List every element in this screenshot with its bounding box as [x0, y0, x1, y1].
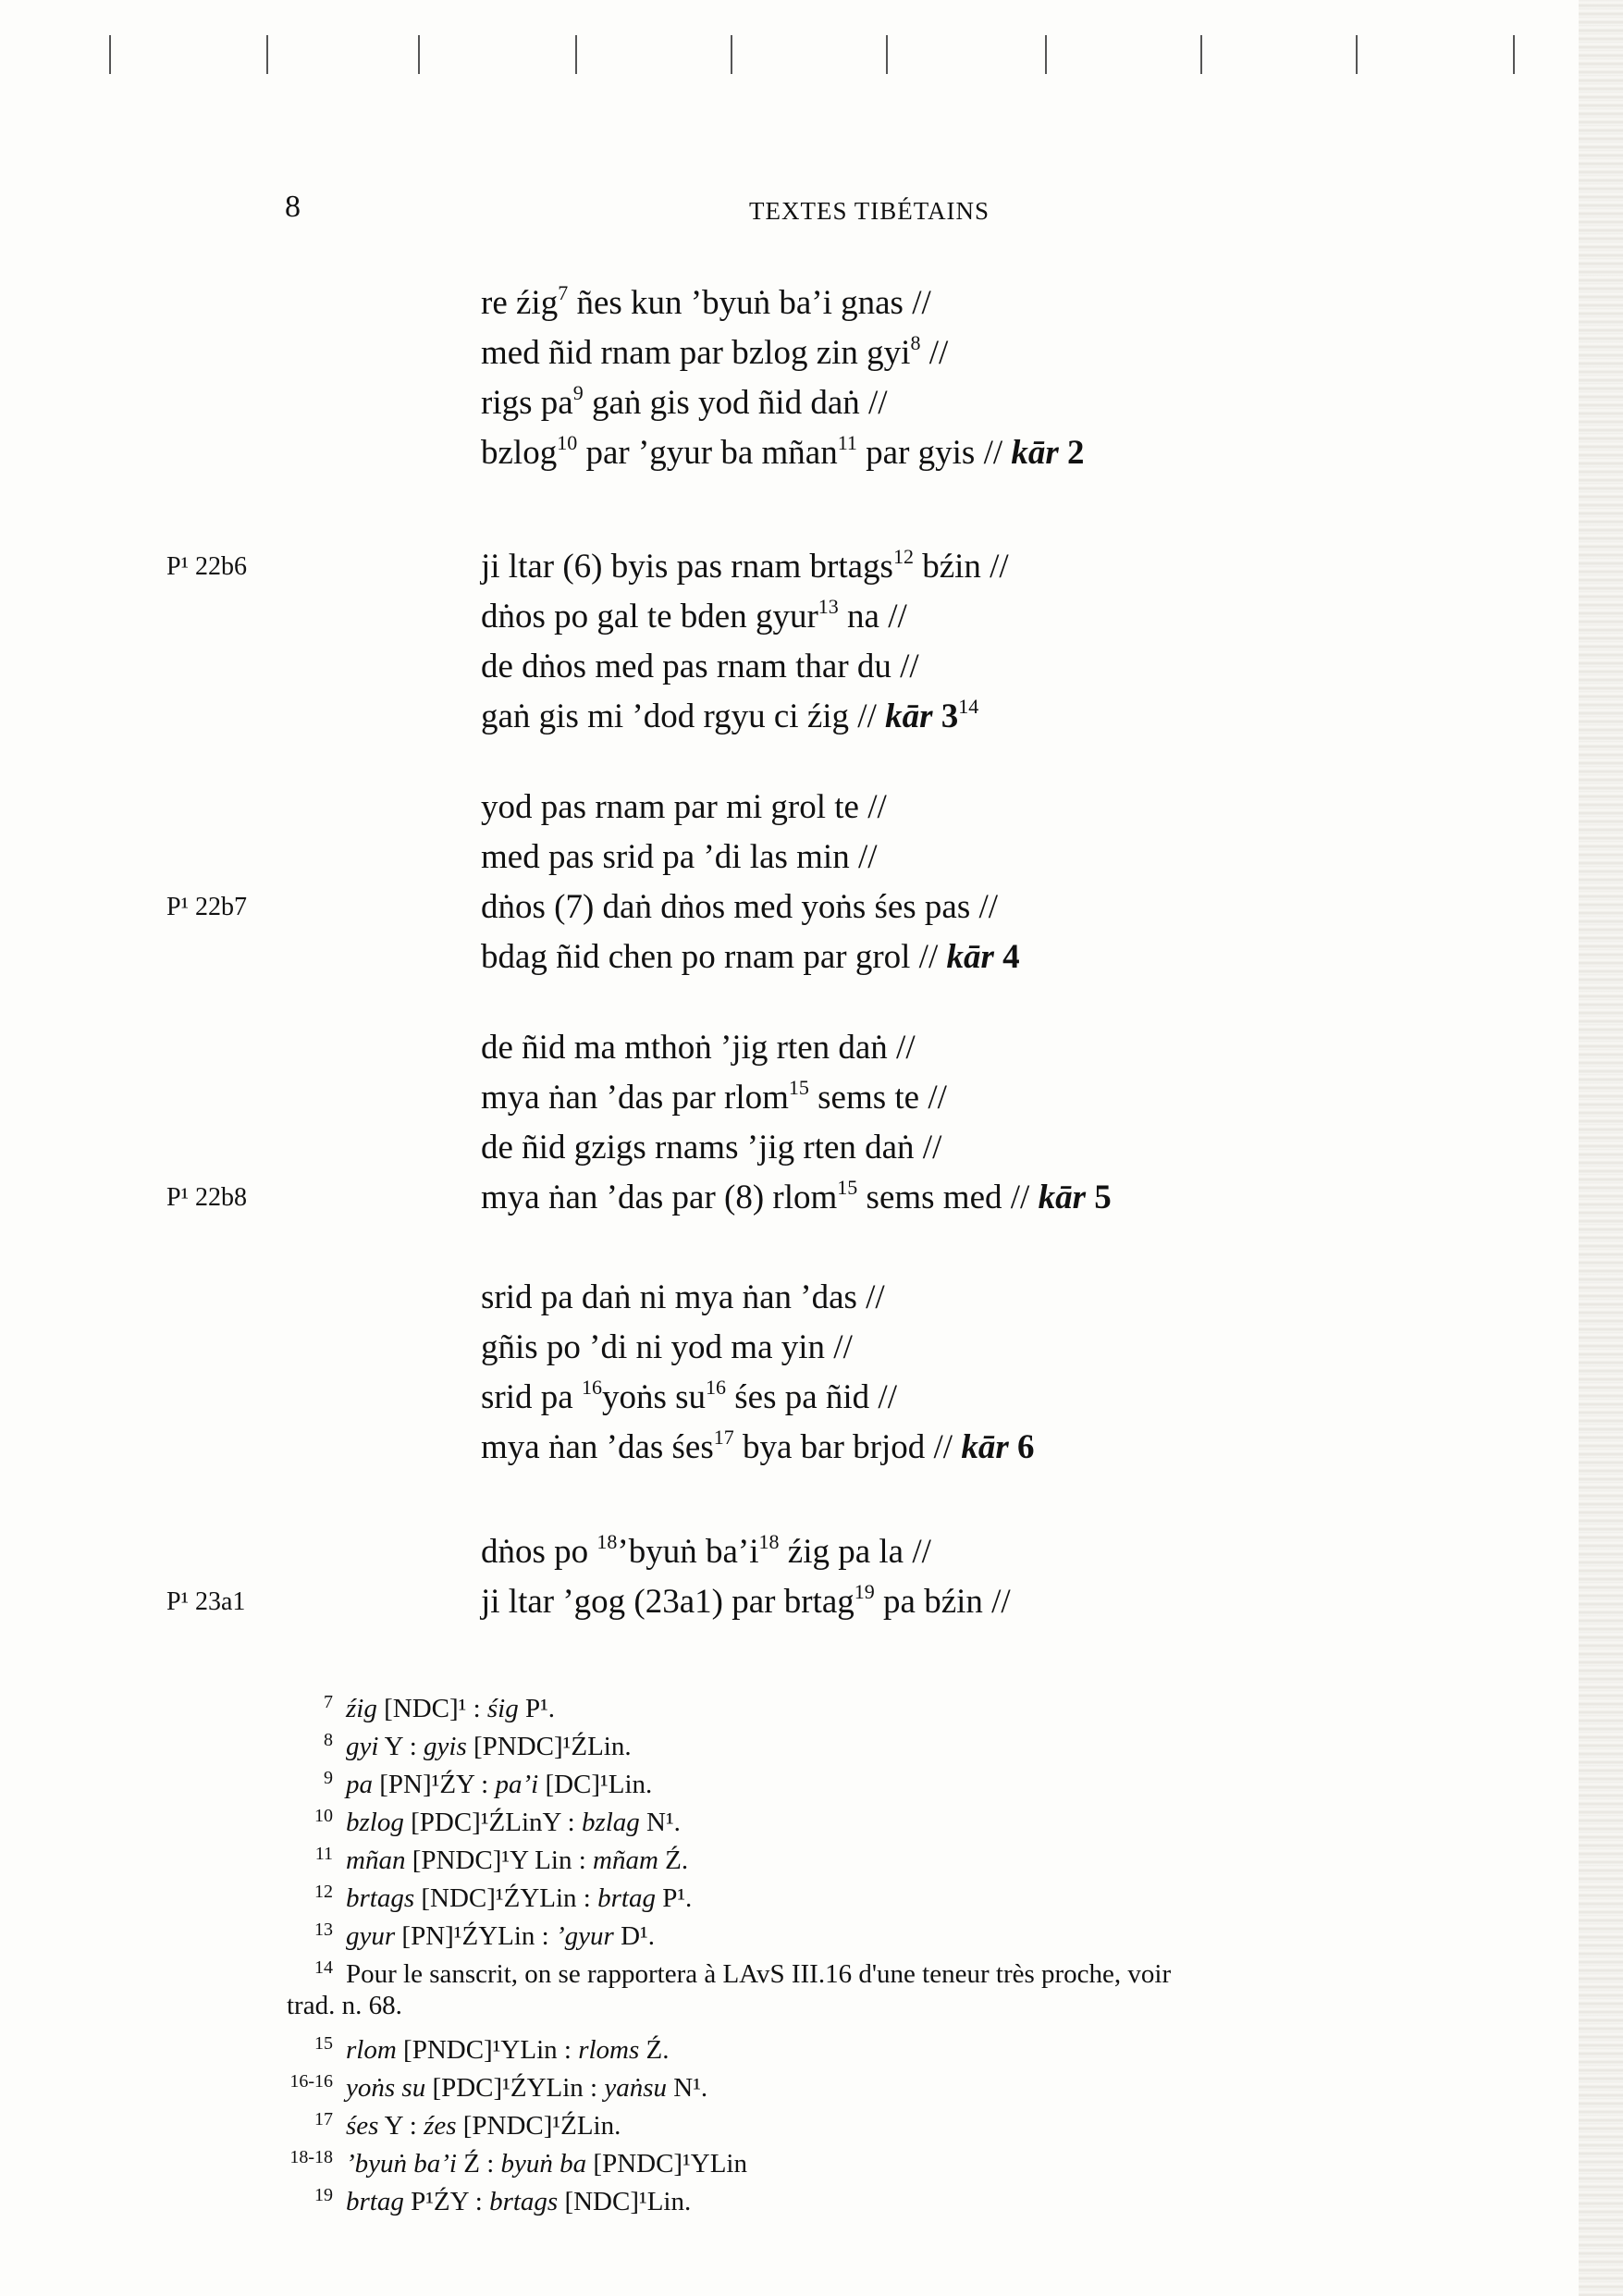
footnote-text: [PNDC]¹ŹLin. [466, 1732, 632, 1761]
folio-reference: P¹ 23a1 [166, 1587, 246, 1616]
footnote-number: 9 [324, 1768, 333, 1788]
verse-line [481, 1027, 916, 1069]
verse-line [481, 1127, 941, 1169]
verse-text-segment: źig pa la // [779, 1533, 931, 1571]
verse-text-segment: mya ṅan ’das par rlom [481, 1079, 789, 1117]
verse-line [481, 646, 919, 688]
footnote-marker: 14 [958, 695, 979, 718]
footnote-marker: 11 [837, 431, 857, 454]
footnote-text: [NDC]¹Lin. [558, 2187, 692, 2216]
verse-line [481, 432, 1085, 475]
footnote [287, 2177, 1489, 2214]
verse-text-segment: yoṅs su [601, 1378, 706, 1416]
verse-line [481, 886, 998, 929]
footnote-text: [DC]¹Lin. [538, 1770, 653, 1799]
footnote-text: [PNDC]¹Y Lin : [405, 1845, 594, 1875]
footnote [287, 2101, 1489, 2141]
footnote [287, 2139, 1489, 2179]
footnote-marker: 10 [557, 431, 578, 454]
verse-text-segment: srid pa [481, 1378, 582, 1416]
footnote-text: Ź. [639, 2035, 670, 2065]
footnote-number: 18-18 [289, 2147, 333, 2167]
footnote [287, 2063, 1489, 2103]
verse-line [481, 1426, 1034, 1469]
verse-text-segment: dṅos (7) daṅ dṅos med yoṅs śes pas // [481, 888, 999, 926]
verse-text-segment: sems med // [857, 1179, 1039, 1216]
footnote-text: Ź : [457, 2149, 501, 2179]
footnote-text: mñam [593, 1845, 658, 1875]
karika-label: kār [1011, 434, 1059, 472]
footnote [287, 1759, 1489, 1799]
verse-text-segment: ji ltar ’gog (23a1) par brtag [481, 1583, 855, 1621]
verse-line [481, 1531, 931, 1574]
footnote-text: Ź. [658, 1845, 689, 1875]
footnote-number: 13 [314, 1920, 333, 1940]
verse-text-segment: bźin // [913, 548, 1009, 586]
verse-line [481, 1077, 947, 1119]
footnote-marker: 18 [596, 1530, 618, 1553]
verse-text-segment: par ’gyur ba mñan [577, 434, 838, 472]
verse-text-segment: de dṅos med pas rnam thar du // [481, 648, 919, 685]
footnote-text: ’gyur [556, 1921, 614, 1951]
verse-text-segment: pa bźin // [874, 1583, 1011, 1621]
verse-text-segment: med ñid rnam par bzlog zin gyi [481, 334, 911, 372]
footnote-text: gyi [346, 1732, 379, 1761]
verse-text-segment: bzlog [481, 434, 558, 472]
crop-mark [575, 35, 577, 74]
footnote-text: bzlog [346, 1808, 404, 1837]
verse-line [481, 936, 1020, 979]
footnote-text: śig [486, 1694, 519, 1723]
footnote-marker: 16 [706, 1376, 726, 1399]
verse-line [481, 786, 887, 829]
crop-mark [731, 35, 732, 74]
crop-mark [266, 35, 268, 74]
footnote-number: 15 [314, 2033, 333, 2054]
crop-mark [109, 35, 111, 74]
footnote-text: [PDC]¹ŹYLin : [425, 2073, 605, 2103]
footnote-text: [PNDC]¹ŹLin. [456, 2111, 621, 2141]
footnote-text: bzlag [581, 1808, 640, 1837]
footnote-text: [NDC]¹ŹYLin : [414, 1883, 598, 1913]
verse-text-segment: ñes kun ’byuṅ ba’i gnas // [568, 284, 931, 322]
footnote-marker: 17 [713, 1426, 734, 1449]
footnote-text: rloms [578, 2035, 640, 2065]
verse-line [481, 696, 978, 738]
verse-line [481, 1327, 853, 1369]
footnote [287, 1911, 1489, 1951]
verse-text-segment: na // [838, 598, 907, 636]
footnote-text: [PNDC]¹YLin [586, 2149, 747, 2179]
footnote-text: yaṅsu [604, 2073, 668, 2103]
crop-mark [418, 35, 420, 74]
verse-text-segment: yod pas rnam par mi grol te // [481, 788, 887, 826]
footnote-text: brtags [489, 2187, 559, 2216]
footnote-text: gyur [346, 1921, 396, 1951]
verse-text-segment: de ñid ma mthoṅ ’jig rten daṅ // [481, 1029, 916, 1067]
karika-label: kār [1038, 1179, 1086, 1216]
footnote-text: Y : [378, 1732, 424, 1761]
footnote-text: [PN]¹ŹYLin : [395, 1921, 556, 1951]
crop-mark [1200, 35, 1202, 74]
karika-number: 5 [1085, 1179, 1112, 1216]
verse-text-segment: mya ṅan ’das par (8) rlom [481, 1179, 838, 1216]
crop-mark [1045, 35, 1047, 74]
folio-reference: P¹ 22b8 [166, 1183, 247, 1212]
karika-label: kār [885, 697, 933, 735]
footnote-text: P¹. [518, 1694, 556, 1723]
footnote-text: rlom [346, 2035, 397, 2065]
footnote-marker: 16 [581, 1376, 602, 1399]
footnote-text: [PN]¹ŹY : [373, 1770, 496, 1799]
karika-number: 4 [993, 938, 1020, 976]
footnote-number: 17 [314, 2109, 333, 2129]
footnote-text: źig [346, 1694, 377, 1723]
verse-text-segment: sems te // [808, 1079, 947, 1117]
footnote-number: 11 [314, 1844, 333, 1864]
verse-text-segment: bdag ñid chen po rnam par grol // [481, 938, 947, 976]
verse-line [481, 332, 948, 375]
footnote-text: gyis [424, 1732, 467, 1761]
verse-line [481, 596, 907, 638]
crop-mark [1513, 35, 1515, 74]
verse-text-segment: dṅos po gal te bden gyur [481, 598, 818, 636]
footnote-marker: 15 [788, 1076, 809, 1099]
footnote-text: źes [424, 2111, 457, 2141]
verse-text-segment: mya ṅan ’das śes [481, 1428, 714, 1466]
karika-label: kār [961, 1428, 1009, 1466]
footnote-marker: 19 [854, 1580, 875, 1603]
verse-text-segment: gñis po ’di ni yod ma yin // [481, 1328, 853, 1366]
verse-line [481, 1177, 1112, 1219]
footnote-text: śes [346, 2111, 379, 2141]
footnote-text: Y : [378, 2111, 424, 2141]
footnote [287, 1873, 1489, 1913]
verse-text-segment: // [920, 334, 949, 372]
footnote-text: mñan [346, 1845, 406, 1875]
footnote-number: 12 [314, 1882, 333, 1902]
verse-text-segment: med pas srid pa ’di las min // [481, 838, 878, 876]
footnote-text: pa [346, 1770, 373, 1799]
footnote [287, 1722, 1489, 1759]
crop-mark [1356, 35, 1358, 74]
scan-edge [1579, 0, 1623, 2296]
footnote-text: N¹. [667, 2073, 708, 2103]
verse-text-segment: ji ltar (6) byis pas rnam brtags [481, 548, 893, 586]
footnote-number: 8 [324, 1730, 333, 1750]
footnote-marker: 13 [818, 595, 839, 618]
footnote [287, 1949, 1489, 1989]
footnote-marker: 18 [758, 1530, 780, 1553]
footnote [287, 1684, 1489, 1721]
footnote-text: D¹. [613, 1921, 655, 1951]
page-title: TEXTES TIBÉTAINS [749, 197, 990, 225]
footnote-number: 16-16 [289, 2071, 333, 2092]
verse-line [481, 1581, 1011, 1623]
verse-line [481, 836, 878, 879]
footnote-marker: 7 [558, 281, 569, 304]
karika-label: kār [946, 938, 994, 976]
footnote [287, 1835, 1489, 1875]
footnote-text: Pour le sanscrit, on se rapportera à LAvS III.16 d'une teneur très proche, voir [346, 1959, 1172, 1989]
verse-line [481, 1376, 897, 1419]
footnote [287, 2025, 1489, 2065]
footnote-number: 19 [314, 2185, 333, 2205]
running-head [0, 190, 1623, 227]
verse-text-segment: bya bar brjod // [733, 1428, 962, 1466]
footnote-text: brtag [346, 2187, 404, 2216]
karika-number: 2 [1058, 434, 1085, 472]
verse-text-segment: par gyis // [856, 434, 1012, 472]
verse-text-segment: dṅos po [481, 1533, 597, 1571]
verse-text-segment: gaṅ gis yod ñid daṅ // [583, 384, 888, 422]
verse-line [481, 546, 1009, 588]
footnote-text: [PDC]¹ŹLinY : [403, 1808, 582, 1837]
footnote-marker: 12 [892, 545, 914, 568]
verse-text-segment: re źig [481, 284, 559, 322]
footnote-number: 7 [324, 1692, 333, 1712]
verse-line [481, 282, 931, 325]
footnote-text: [PNDC]¹YLin : [396, 2035, 579, 2065]
footnote-text: brtag [597, 1883, 656, 1913]
verse-text-segment: ’byuṅ ba’i [617, 1533, 759, 1571]
verse-line [481, 382, 888, 425]
verse-text-segment: śes pa ñid // [726, 1378, 897, 1416]
karika-number: 6 [1008, 1428, 1035, 1466]
footnote-text: P¹. [655, 1883, 693, 1913]
footnote-text: brtags [346, 1883, 415, 1913]
page-number: 8 [285, 190, 301, 224]
footnote [287, 1797, 1489, 1837]
verse-text-segment: de ñid gzigs rnams ’jig rten daṅ // [481, 1129, 942, 1167]
verse-text-segment: gaṅ gis mi ’dod rgyu ci źig // [481, 697, 886, 735]
footnote-text: [NDC]¹ : [376, 1694, 487, 1723]
karika-number: 3 [932, 697, 959, 735]
footnote-number: 14 [314, 1957, 333, 1978]
footnote-text: ’byuṅ ba’i [346, 2149, 457, 2179]
folio-reference: P¹ 22b7 [166, 893, 247, 921]
footnote-text: N¹. [639, 1808, 681, 1837]
footnote-text: yoṅs su [346, 2073, 426, 2103]
crop-mark [886, 35, 888, 74]
footnote-text: byuṅ ba [500, 2149, 587, 2179]
verse-line [481, 1277, 885, 1319]
footnote-text: P¹ŹY : [403, 2187, 490, 2216]
footnote-text: pa’i [495, 1770, 539, 1799]
folio-reference: P¹ 22b6 [166, 552, 247, 581]
footnote-marker: 8 [910, 331, 921, 354]
footnote-continuation: trad. n. 68. [287, 1991, 402, 2020]
verse-text-segment: rigs pa [481, 384, 573, 422]
footnote-marker: 15 [837, 1176, 858, 1199]
footnote-number: 10 [314, 1806, 333, 1826]
footnote-marker: 9 [572, 381, 584, 404]
verse-text-segment: srid pa daṅ ni mya ṅan ’das // [481, 1278, 885, 1316]
